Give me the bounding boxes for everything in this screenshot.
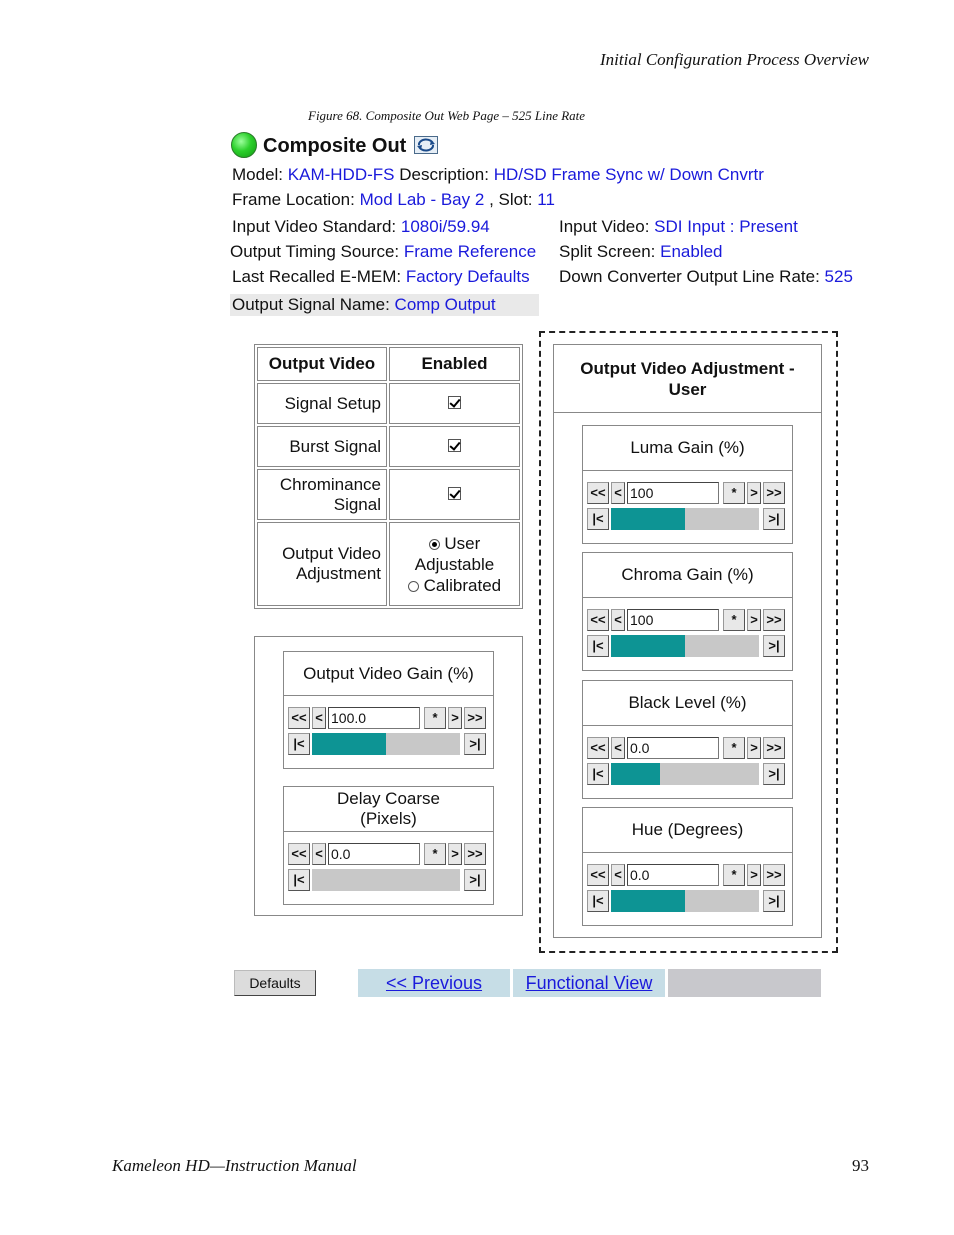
control-title-line2: (Pixels) (360, 809, 417, 828)
min-button[interactable]: |< (288, 869, 310, 891)
split-screen-value: Enabled (660, 242, 723, 261)
adjustment-panel-title (554, 345, 821, 413)
max-button[interactable]: >| (464, 869, 486, 891)
slider-fill (611, 890, 685, 912)
value-input[interactable]: 100 (627, 482, 719, 504)
radio-user-label-line2: Adjustable (414, 554, 495, 574)
adjustment-radio-group (389, 522, 520, 606)
input-video-value: SDI Input : Present (654, 217, 798, 236)
frame-location-value: Mod Lab - Bay 2 (359, 190, 485, 209)
slider-track[interactable] (611, 890, 759, 912)
burst-signal-checkbox[interactable] (448, 439, 461, 452)
output-signal-name-value[interactable]: Comp Output (394, 295, 496, 314)
radio-calibrated-label: Calibrated (423, 575, 502, 595)
slider-fill (611, 635, 685, 657)
output-timing-source-value: Frame Reference (403, 242, 537, 261)
control-title: Black Level (%) (583, 681, 792, 726)
signal-setup-label: Signal Setup (257, 383, 387, 424)
figure-caption: Figure 68. Composite Out Web Page – 525 Line Rate (308, 108, 586, 123)
output-timing-source-label: Output Timing Source: (230, 242, 400, 261)
input-video-row (559, 217, 798, 237)
radio-calibrated[interactable] (408, 581, 419, 592)
slider-track[interactable] (312, 733, 460, 755)
slider-track[interactable] (312, 869, 460, 891)
forward-button[interactable]: > (747, 609, 761, 631)
last-recalled-value: Factory Defaults (405, 267, 530, 286)
output-signal-name-label: Output Signal Name: (232, 295, 390, 314)
nav-blank-cell (668, 969, 821, 997)
slot-value: 11 (537, 190, 555, 209)
fast-back-button[interactable]: << (587, 737, 609, 759)
reset-button[interactable]: * (723, 482, 745, 504)
last-recalled-row (232, 267, 530, 287)
output-video-header: Output Video (257, 347, 387, 381)
down-converter-value: 525 (824, 267, 853, 286)
chrominance-checkbox[interactable] (448, 487, 461, 500)
input-video-standard-value: 1080i/59.94 (400, 217, 490, 236)
enabled-header: Enabled (389, 347, 520, 381)
functional-view-nav-cell (513, 969, 665, 997)
fast-forward-button[interactable]: >> (763, 482, 785, 504)
control-title: Hue (Degrees) (583, 808, 792, 853)
footer-page-number: 93 (852, 1156, 869, 1175)
chrominance-label-line1: Chrominance (279, 474, 381, 494)
down-converter-label: Down Converter Output Line Rate: (559, 267, 820, 286)
down-converter-row (559, 267, 853, 287)
status-light-icon (231, 132, 257, 158)
last-recalled-label: Last Recalled E-MEM: (232, 267, 402, 286)
adjustment-label-line1: Output Video (282, 544, 381, 563)
slider-track[interactable] (611, 635, 759, 657)
fast-forward-button[interactable]: >> (763, 737, 785, 759)
previous-link[interactable]: << Previous (385, 973, 483, 993)
frame-location-row (232, 190, 555, 210)
output-timing-source-row (230, 242, 536, 262)
chroma-gain-control (582, 552, 793, 671)
adjustment-title-line1: Output Video Adjustment - (580, 358, 795, 378)
max-button[interactable]: >| (464, 733, 486, 755)
input-video-label: Input Video: (559, 217, 650, 236)
min-button[interactable]: |< (587, 508, 609, 530)
signal-setup-checkbox[interactable] (448, 396, 461, 409)
fast-forward-button[interactable]: >> (464, 843, 486, 865)
fast-back-button[interactable]: << (587, 609, 609, 631)
defaults-button[interactable]: Defaults (234, 970, 316, 996)
footer-manual: Kameleon HD—Instruction Manual (112, 1156, 357, 1175)
back-button[interactable]: < (611, 864, 625, 886)
black-level-control (582, 680, 793, 799)
min-button[interactable]: |< (587, 890, 609, 912)
slider-track[interactable] (611, 508, 759, 530)
max-button[interactable]: >| (763, 508, 785, 530)
adjustment-title-line2: User (668, 379, 707, 399)
value-input[interactable]: 0.0 (627, 864, 719, 886)
description-value: HD/SD Frame Sync w/ Down Cnvrtr (493, 165, 764, 184)
max-button[interactable]: >| (763, 763, 785, 785)
split-screen-row (559, 242, 723, 262)
back-button[interactable]: < (611, 482, 625, 504)
output-video-table (254, 344, 523, 609)
back-button[interactable]: < (312, 707, 326, 729)
back-button[interactable]: < (312, 843, 326, 865)
chrominance-label-line2: Signal (333, 494, 381, 514)
model-row (232, 165, 764, 185)
input-video-standard-label: Input Video Standard: (232, 217, 397, 236)
min-button[interactable]: |< (288, 733, 310, 755)
forward-button[interactable]: > (747, 737, 761, 759)
hue-control (582, 807, 793, 926)
input-video-standard-row (232, 217, 490, 237)
min-button[interactable]: |< (587, 635, 609, 657)
value-input[interactable]: 0.0 (328, 843, 420, 865)
forward-button[interactable]: > (448, 843, 462, 865)
chrominance-signal-label (257, 469, 387, 520)
fast-forward-button[interactable]: >> (763, 864, 785, 886)
adjustment-label-line2: Adjustment (295, 564, 381, 583)
control-title: Luma Gain (%) (583, 426, 792, 471)
reset-button[interactable]: * (723, 737, 745, 759)
page-header: Initial Configuration Process Overview (600, 50, 869, 69)
max-button[interactable]: >| (763, 635, 785, 657)
control-title: Output Video Gain (%) (284, 652, 493, 696)
value-input[interactable]: 0.0 (627, 737, 719, 759)
fast-forward-button[interactable]: >> (763, 609, 785, 631)
radio-user-label: User (444, 533, 481, 553)
fast-forward-button[interactable]: >> (464, 707, 486, 729)
back-button[interactable]: < (611, 737, 625, 759)
forward-button[interactable]: > (747, 482, 761, 504)
fast-back-button[interactable]: << (587, 864, 609, 886)
slider-fill (611, 508, 685, 530)
functional-view-link[interactable]: Functional View (525, 973, 653, 993)
delay-coarse-control (283, 786, 494, 905)
output-video-adjustment-label (257, 522, 387, 606)
output-video-gain-control (283, 651, 494, 769)
reset-button[interactable]: * (723, 609, 745, 631)
fast-back-button[interactable]: << (288, 707, 310, 729)
forward-button[interactable]: > (747, 864, 761, 886)
model-value: KAM-HDD-FS (287, 165, 395, 184)
description-label: Description: (399, 165, 489, 184)
model-label: Model: (232, 165, 284, 184)
slider-fill (611, 763, 660, 785)
luma-gain-control (582, 425, 793, 544)
slider-fill (312, 733, 386, 755)
reset-button[interactable]: * (723, 864, 745, 886)
control-title: Chroma Gain (%) (583, 553, 792, 598)
burst-signal-label: Burst Signal (257, 426, 387, 467)
control-title (284, 787, 493, 832)
radio-user-adjustable[interactable] (429, 539, 440, 550)
split-screen-label: Split Screen: (559, 242, 656, 261)
fast-back-button[interactable]: << (587, 482, 609, 504)
output-signal-name-row (230, 294, 539, 316)
forward-button[interactable]: > (448, 707, 462, 729)
page-title: Composite Out (263, 135, 407, 157)
reset-button[interactable]: * (424, 843, 446, 865)
control-title-line1: Delay Coarse (337, 789, 440, 808)
frame-location-label: Frame Location: (232, 190, 355, 209)
reset-button[interactable]: * (424, 707, 446, 729)
max-button[interactable]: >| (763, 890, 785, 912)
fast-back-button[interactable]: << (288, 843, 310, 865)
slot-label: , Slot: (489, 190, 533, 209)
refresh-icon[interactable] (414, 136, 438, 154)
slider-track[interactable] (611, 763, 759, 785)
previous-nav-cell (358, 969, 510, 997)
back-button[interactable]: < (611, 609, 625, 631)
min-button[interactable]: |< (587, 763, 609, 785)
value-input[interactable]: 100 (627, 609, 719, 631)
value-input[interactable]: 100.0 (328, 707, 420, 729)
